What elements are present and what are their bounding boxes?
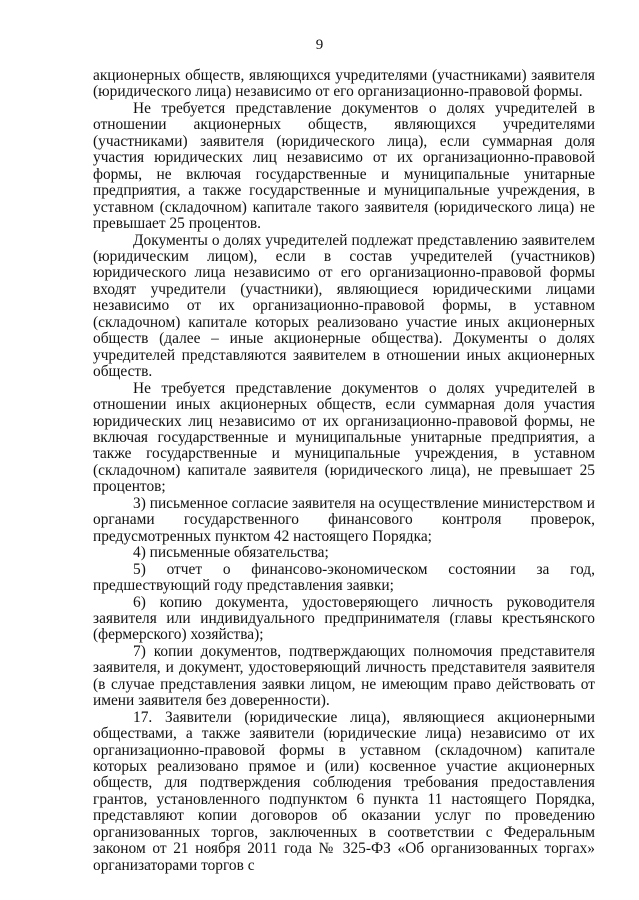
page-number: 9: [315, 37, 324, 53]
section-paragraph: 17. Заявители (юридические лица), являющиеся акционерными обществами, а также заявители (юридические лица) независимо от их организационно-правовой формы в уставном (складочном) капитале которых реализовано прямое и (или) косвенное участие акционерных обществ, для подтверждения соблюдения требования предоставления грантов, установленного подпунктом 6 пункта 11 настоящего Порядка, представляют копии договоров об оказании услуг по проведению организованных торгов, заключенных в соответствии с Федеральным законом от 21 ноября 2011 года № 325-ФЗ «Об организованных торгах» организаторами торгов с: [93, 708, 595, 874]
list-item: 6) копию документа, удостоверяющего личность руководителя заявителя или индивидуального предпринимателя (главы крестьянского (фермерского) хозяйства);: [93, 593, 595, 644]
paragraph: Не требуется представление документов о долях учредителей в отношении акционерных обществ, являющихся учредителями (участниками) заявителя (юридического лица), если суммарная доля участия юридических лиц независимо от их организационно-правовой формы, не включая государственные и муниципальные унитарные предприятия, а также государственные и муниципальные учреждения, в уставном (складочном) капитале такого заявителя (юридического лица) не превышает 25 процентов.: [93, 99, 595, 233]
paragraph: акционерных обществ, являющихся учредителями (участниками) заявителя (юридического лица) независимо от его организационно-правовой формы.: [93, 67, 595, 101]
list-item: 3) письменное согласие заявителя на осуществление министерством и органами государственного финансового контроля проверок, предусмотренных пунктом 42 настоящего Порядка;: [93, 494, 595, 545]
list-item: 5) отчет о финансово-экономическом состоянии за год, предшествующий году представления заявки;: [93, 560, 595, 595]
paragraph: Документы о долях учредителей подлежат представлению заявителем (юридическим лицом), если в состав учредителей (участников) юридического лица независимо от его организационно-правовой формы входят учредители (участники), являющиеся юридическими лицами независимо от их организационно-правовой формы, в уставном (складочном) капитале которых реализовано участие иных акционерных обществ (далее – иные акционерные общества). Документы о долях учредителей представляются заявителем в отношении иных акционерных обществ.: [93, 231, 595, 381]
paragraph: Не требуется представление документов о долях учредителей в отношении иных акционерных обществ, если суммарная доля участия юридических лиц независимо от их организационно-правовой формы, не включая государственные и муниципальные унитарные предприятия, а также государственные и муниципальные учреждения, в уставном (складочном) капитале заявителя (юридического лица), не превышает 25 процентов;: [93, 379, 595, 496]
list-item: 4) письменные обязательства;: [133, 544, 329, 562]
list-item: 7) копии документов, подтверждающих полномочия представителя заявителя, и документ, удостоверяющий личность представителя заявителя (в случае представления заявки лицом, не имеющим право действовать от имени заявителя без доверенности).: [93, 642, 595, 710]
document-body: [93, 68, 595, 874]
